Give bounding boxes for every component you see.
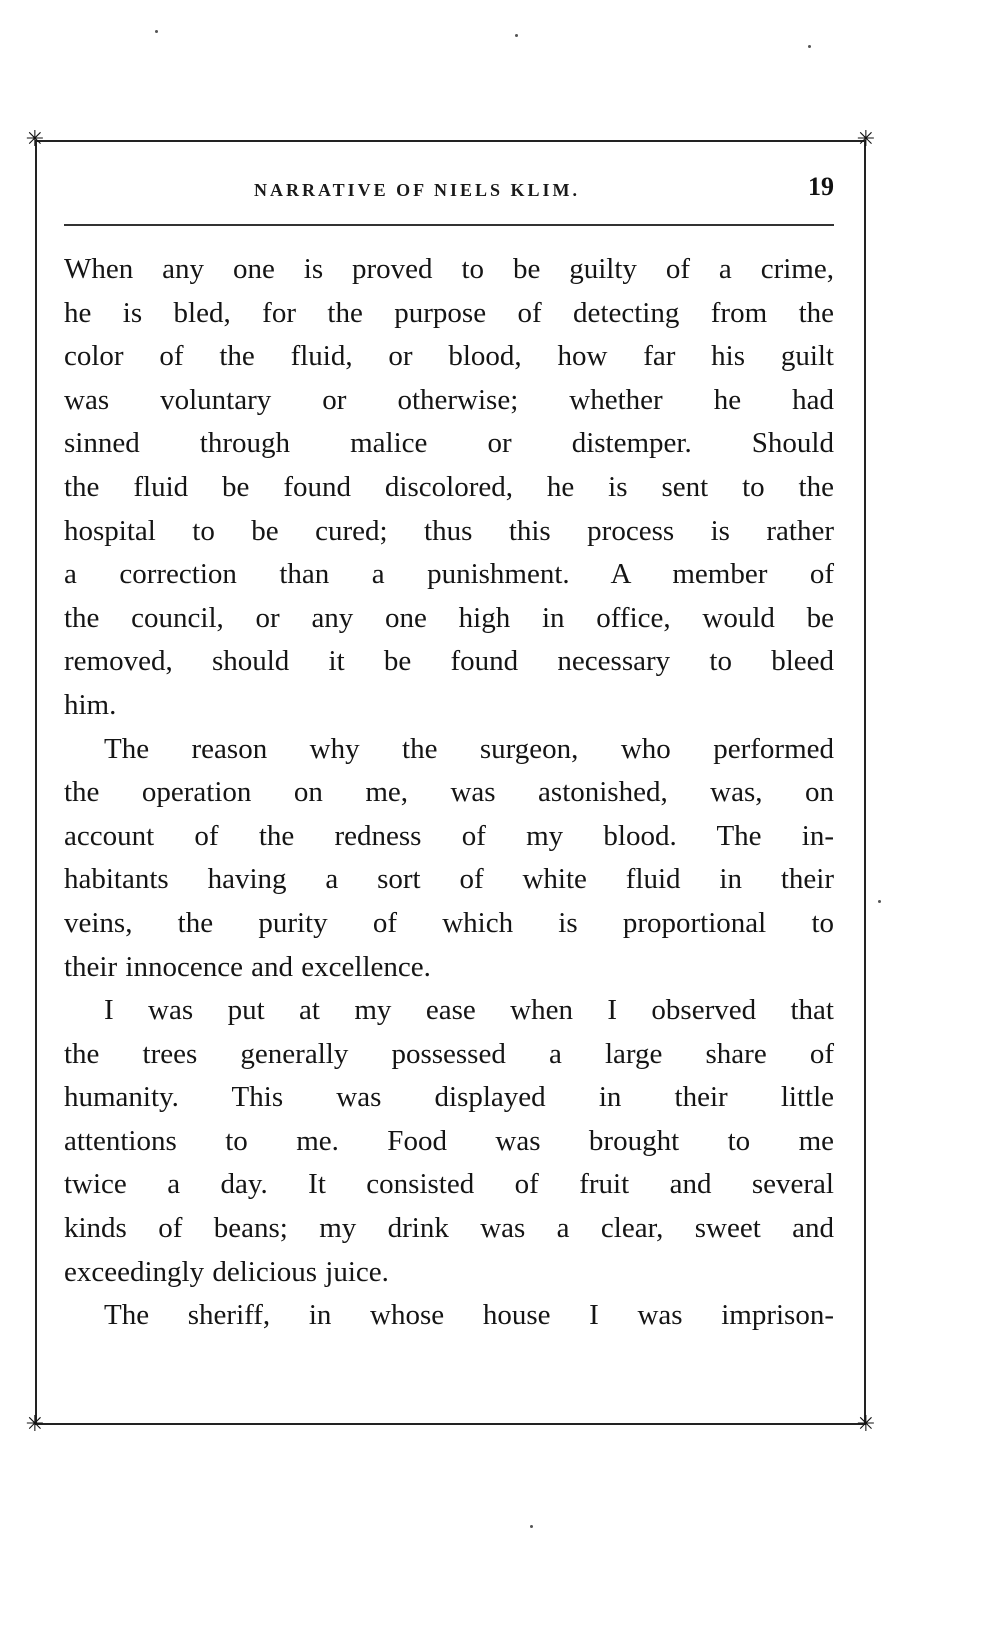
- text-line: the fluid be found discolored, he is sent to the: [64, 470, 834, 503]
- text-line: him.: [64, 688, 117, 721]
- text-line: was voluntary or otherwise; whether he had: [64, 383, 834, 416]
- text-line: I was put at my ease when I observed that: [104, 994, 834, 1027]
- paper-speck: [530, 1525, 533, 1528]
- text-line: their innocence and excellence.: [64, 950, 431, 983]
- text-line: attentions to me. Food was brought to me: [64, 1124, 834, 1157]
- text-line: humanity. This was displayed in their little: [64, 1081, 834, 1114]
- paper-speck: [808, 45, 811, 48]
- paper-speck: [878, 900, 881, 903]
- text-line: removed, should it be found necessary to bleed: [64, 645, 834, 678]
- text-line: exceedingly delicious juice.: [64, 1255, 389, 1288]
- text-line: the trees generally possessed a large share of: [64, 1037, 834, 1070]
- text-line: the council, or any one high in office, would be: [64, 601, 834, 634]
- text-line: veins, the purity of which is proportional to: [64, 906, 834, 939]
- text-line: the operation on me, was astonished, was, on: [64, 776, 834, 809]
- text-line: sinned through malice or distemper. Should: [64, 427, 834, 460]
- text-line: The sheriff, in whose house I was imprison-: [104, 1299, 834, 1332]
- page-number: 19: [808, 172, 834, 201]
- text-line: hospital to be cured; thus this process is rather: [64, 514, 834, 547]
- body-text: [64, 248, 834, 1338]
- running-head: NARRATIVE OF NIELS KLIM.: [254, 180, 581, 200]
- paragraph: [64, 1294, 834, 1338]
- text-line: color of the fluid, or blood, how far his guilt: [64, 340, 834, 373]
- paper-speck: [155, 30, 158, 33]
- text-line: he is bled, for the purpose of detecting from the: [64, 296, 834, 329]
- text-line: account of the redness of my blood. The in-: [64, 819, 834, 852]
- text-line: The reason why the surgeon, who performed: [104, 732, 834, 765]
- corner-ornament-star-icon: ✳: [856, 127, 876, 152]
- paper-speck: [515, 34, 518, 37]
- text-line: a correction than a punishment. A member of: [64, 558, 834, 591]
- paragraph: [64, 728, 834, 990]
- paragraph: [64, 248, 834, 728]
- text-line: When any one is proved to be guilty of a crime,: [64, 253, 834, 285]
- corner-ornament-star-icon: ✳: [25, 127, 45, 152]
- corner-ornament-star-icon: ✳: [856, 1412, 876, 1437]
- text-line: kinds of beans; my drink was a clear, sweet and: [64, 1212, 834, 1245]
- corner-ornament-star-icon: ✳: [25, 1412, 45, 1437]
- text-line: twice a day. It consisted of fruit and several: [64, 1168, 834, 1201]
- header-rule: [64, 224, 834, 226]
- paragraph: [64, 989, 834, 1294]
- page-header: [64, 172, 834, 212]
- text-line: habitants having a sort of white fluid in their: [64, 863, 834, 896]
